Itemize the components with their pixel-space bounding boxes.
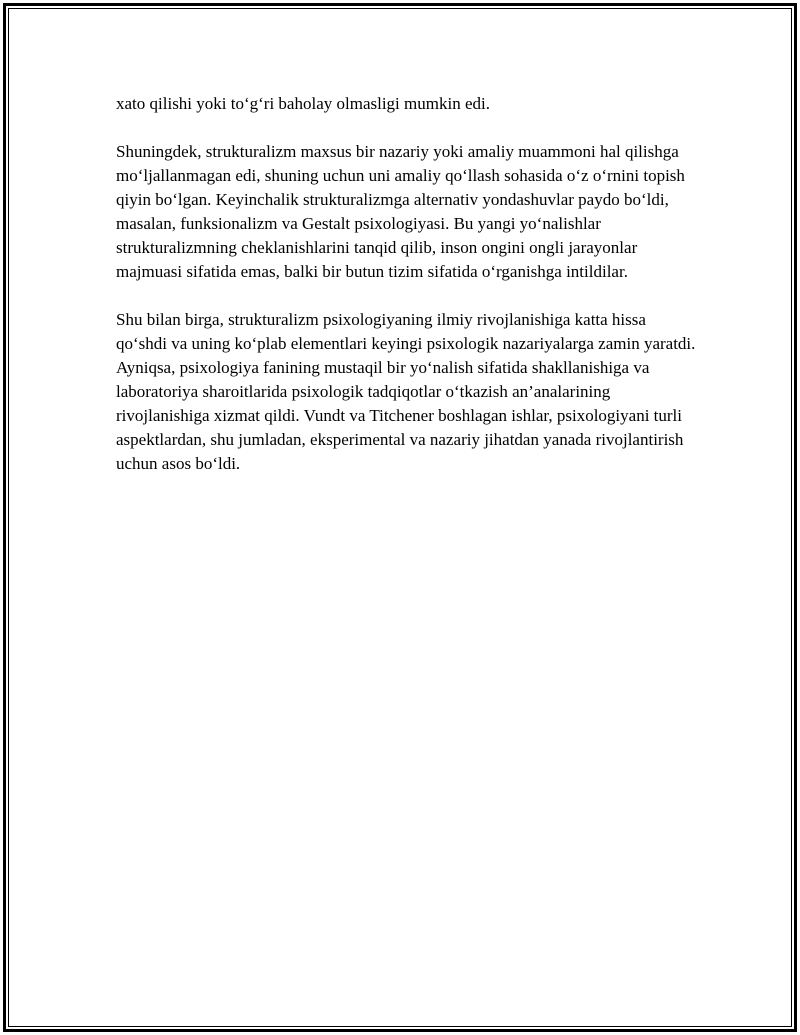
- document-body: [116, 92, 696, 500]
- paragraph-1: xato qilishi yoki to‘g‘ri baholay olmasligi mumkin edi.: [116, 94, 490, 113]
- paragraph-3: Shu bilan birga, strukturalizm psixologiyaning ilmiy rivojlanishiga katta hissa qo‘shdi va uning ko‘plab elementlari keyingi psixologik nazariyalarga zamin yaratdi. Ayniqsa, psixologiya fanining mustaqil bir yo‘nalish sifatida shakllanishiga va laboratoriya sharoitlarida psixologik tadqiqotlar o‘tkazish an’analarining rivojlanishiga xizmat qildi. Vundt va Titchener boshlagan ishlar, psixologiyani turli aspektlardan, shu jumladan, eksperimental va nazariy jihatdan yanada rivojlantirish uchun asos bo‘ldi.: [116, 310, 696, 473]
- paragraph-2: Shuningdek, strukturalizm maxsus bir nazariy yoki amaliy muammoni hal qilishga mo‘ljallanmagan edi, shuning uchun uni amaliy qo‘llash sohasida o‘z o‘rnini topish qiyin bo‘lgan. Keyinchalik strukturalizmga alternativ yondashuvlar paydo bo‘ldi, masalan, funksionalizm va Gestalt psixologiyasi. Bu yangi yo‘nalishlar strukturalizmning cheklanishlarini tanqid qilib, inson ongini ongli jarayonlar majmuasi sifatida emas, balki bir butun tizim sifatida o‘rganishga intildilar.: [116, 142, 685, 281]
